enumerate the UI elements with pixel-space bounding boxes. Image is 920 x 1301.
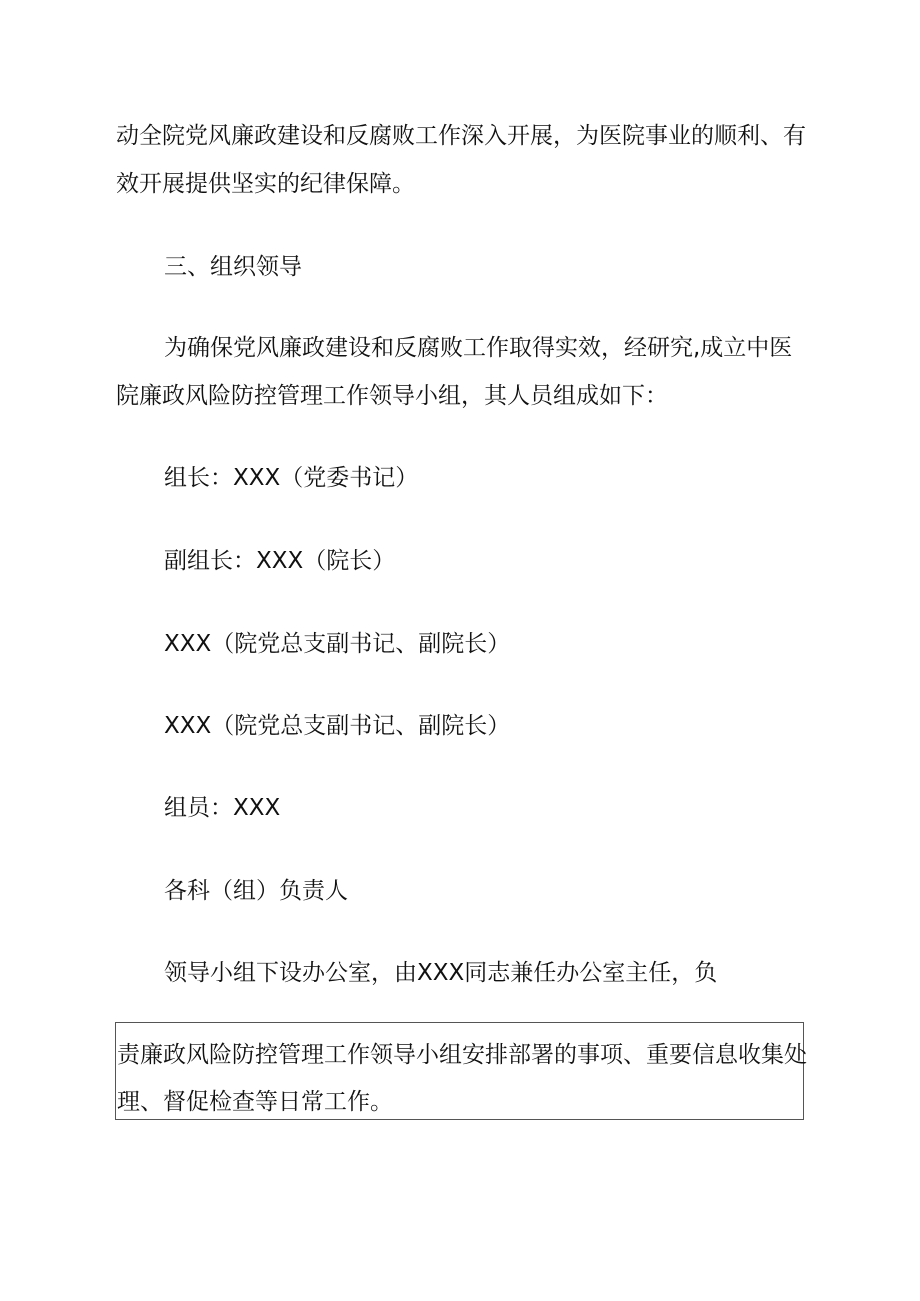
member-department-heads: 各科（组）负责人: [164, 878, 348, 904]
paragraph-2-line-1: 为确保党风廉政建设和反腐败工作取得实效，经研究,成立中医: [164, 335, 793, 361]
member-deputy-2: XXX（院党总支副书记、副院长）: [164, 713, 511, 739]
member-leader: 组长：XXX（党委书记）: [164, 465, 419, 491]
paragraph-3-line-1: 领导小组下设办公室，由XXX同志兼任办公室主任，负: [164, 960, 718, 986]
member-deputy-1: XXX（院党总支副书记、副院长）: [164, 631, 511, 657]
boxed-text-frame: [115, 1022, 807, 1120]
paragraph-3-boxed-line-1: 责廉政风险防控管理工作领导小组安排部署的事项、重要信息收集处: [117, 1042, 807, 1068]
paragraph-1-line-2: 效开展提供坚实的纪律保障。: [116, 171, 415, 197]
paragraph-3-boxed-line-2: 理、督促检查等日常工作。: [117, 1089, 393, 1115]
paragraph-2-line-2: 院廉政风险防控管理工作领导小组，其人员组成如下：: [116, 383, 668, 409]
section-heading: 三、组织领导: [164, 254, 302, 280]
member-members: 组员：XXX: [164, 795, 281, 821]
paragraph-1-line-1: 动全院党风廉政建设和反腐败工作深入开展，为医院事业的顺利、有: [116, 123, 806, 149]
member-deputy-leader: 副组长：XXX（院长）: [164, 548, 396, 574]
